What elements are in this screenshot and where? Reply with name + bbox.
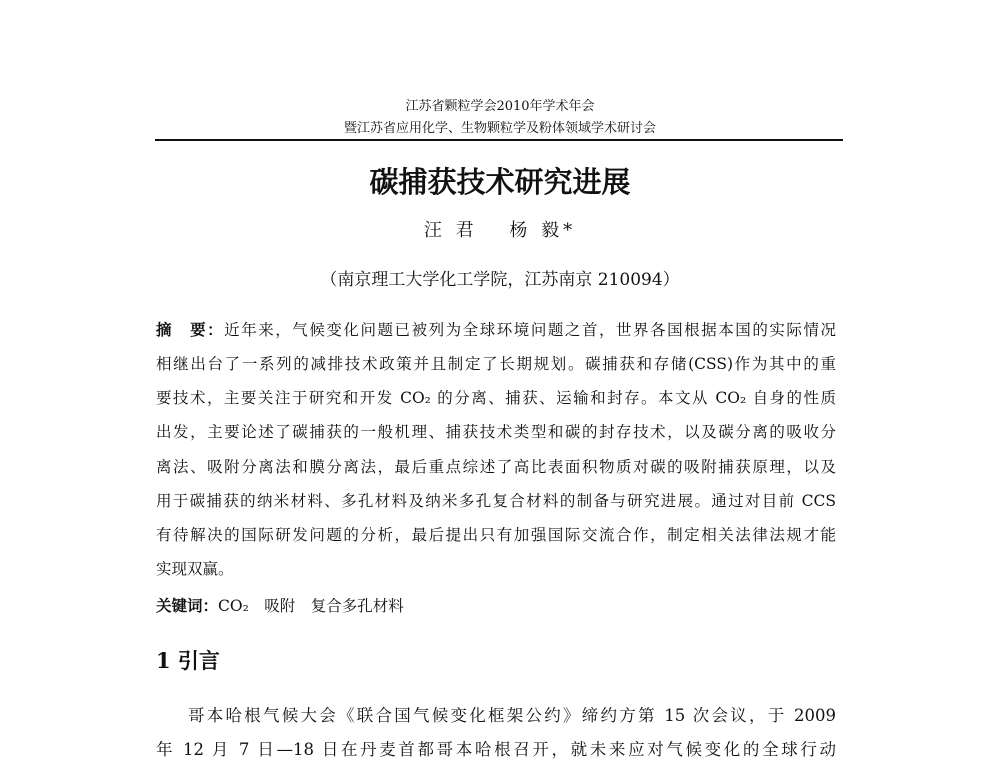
keywords: [156, 594, 836, 616]
abstract-line: 出发，主要论述了碳捕获的一般机理、捕获技术类型和碳的封存技术，以及碳分离的吸收分: [156, 423, 836, 441]
abstract-line: 实现双赢。: [156, 560, 234, 578]
abstract-text: 近年来，气候变化问题已被列为全球环境问题之首，世界各国根据本国的实际情况: [224, 321, 836, 339]
paper-affiliation: （南京理工大学化工学院，江苏南京 210094）: [320, 270, 680, 290]
conference-header-line1: 江苏省颗粒学会2010年学术年会: [405, 99, 595, 114]
abstract-label: 摘 要：: [156, 320, 225, 339]
paper-title: 碳捕获技术研究进展: [369, 165, 631, 199]
body-line: 年 12 月 7 日—18 日在丹麦首都哥本哈根召开，就未来应对气候变化的全球行动: [156, 740, 836, 759]
keywords-value: CO₂ 吸附 复合多孔材料: [218, 597, 404, 615]
abstract-line: 相继出台了一系列的减排技术政策并且制定了长期规划。碳捕获和存储(CSS)作为其中的重: [156, 355, 836, 373]
conference-header-line2: 暨江苏省应用化学、生物颗粒学及粉体领域学术研讨会: [343, 121, 656, 136]
abstract-line: 离法、吸附分离法和膜分离法，最后重点综述了高比表面积物质对碳的吸附捕获原理，以及: [156, 458, 836, 476]
body-line: 哥本哈根气候大会《联合国气候变化框架公约》缔约方第 15 次会议，于 2009: [188, 706, 836, 725]
abstract-line: 用于碳捕获的纳米材料、多孔材料及纳米多孔复合材料的制备与研究进展。通过对目前 CCS: [156, 492, 836, 510]
abstract-line: 要技术，主要关注于研究和开发 CO₂ 的分离、捕获、运输和封存。本文从 CO₂ 自身的性质: [156, 389, 836, 407]
abstract-line: [156, 318, 836, 340]
keywords-label: 关键词：: [156, 596, 219, 615]
section-heading: 1 引言: [156, 648, 220, 673]
paper-authors: 汪 君 杨 毅*: [423, 220, 577, 241]
abstract-line: 有待解决的国际研发问题的分析，最后提出只有加强国际交流合作，制定相关法律法规才能: [156, 526, 836, 544]
header-divider: [155, 139, 843, 141]
